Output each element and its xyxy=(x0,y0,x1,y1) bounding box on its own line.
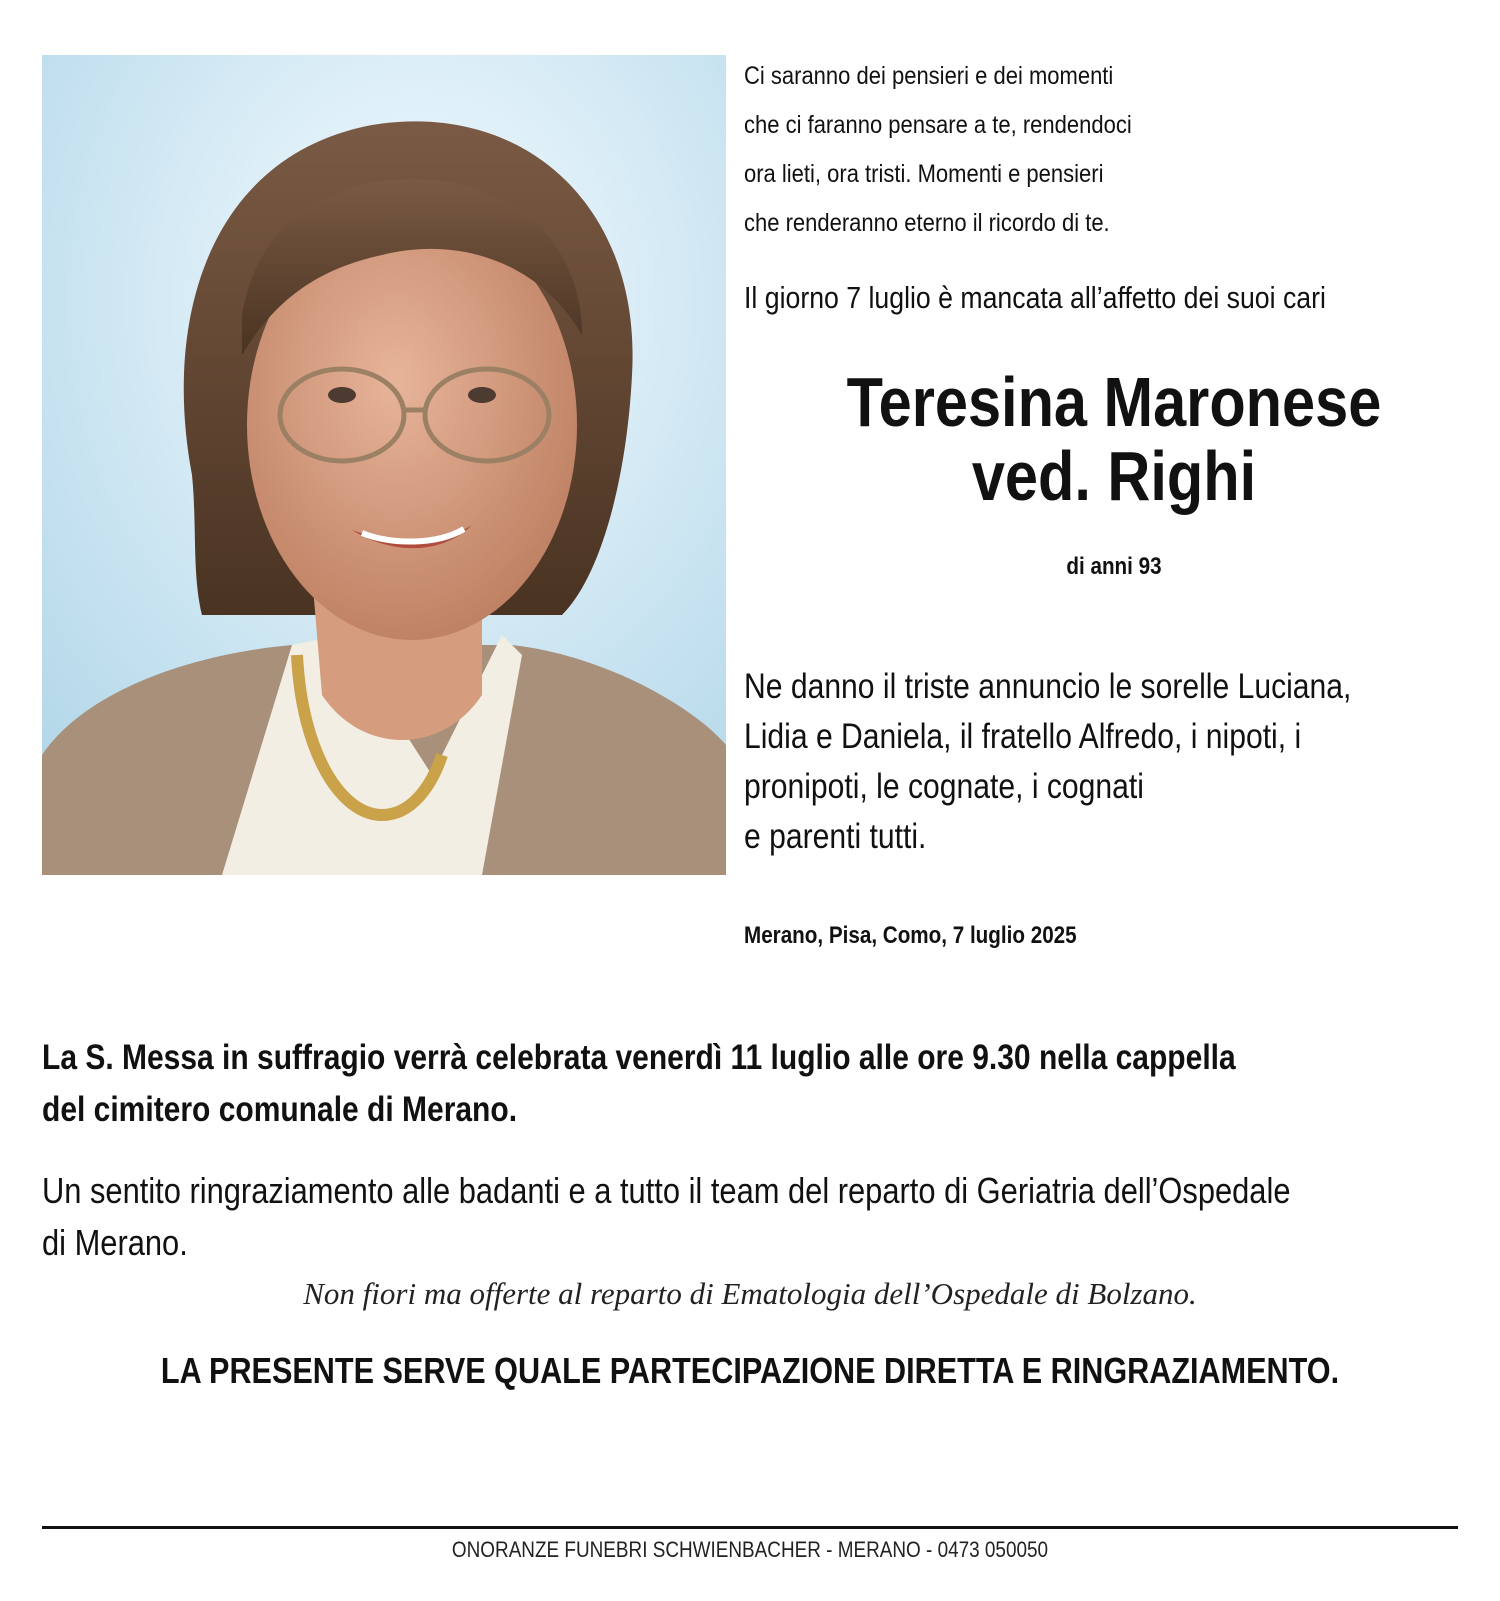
thanks-line: di Merano. xyxy=(42,1222,188,1263)
participation-notice: LA PRESENTE SERVE QUALE PARTECIPAZIONE DIRETTA E RINGRAZIAMENTO. xyxy=(160,1350,1340,1391)
poem-line: ora lieti, ora tristi. Momenti e pensieri xyxy=(744,160,1104,188)
announcement-line: Ne danno il triste annuncio le sorelle Luciana, xyxy=(744,667,1352,706)
divider xyxy=(42,1526,1458,1529)
poem xyxy=(744,52,1378,248)
thanks-text xyxy=(42,1165,1456,1269)
portrait-photo xyxy=(42,55,726,875)
poem-line: Ci saranno dei pensieri e dei momenti xyxy=(744,62,1114,90)
announcement-line: pronipoti, le cognate, i cognati xyxy=(744,767,1144,806)
poem-line: che ci faranno pensare a te, rendendoci xyxy=(744,111,1132,139)
deceased-age: di anni 93 xyxy=(1066,553,1162,580)
announcement-line: Lidia e Daniela, il fratello Alfredo, i nipoti, i xyxy=(744,717,1302,756)
mass-info xyxy=(42,1032,1456,1136)
name-line-2: ved. Righi xyxy=(971,437,1257,515)
mass-line: del cimitero comunale di Merano. xyxy=(42,1090,518,1129)
poem-line: che renderanno eterno il ricordo di te. xyxy=(744,209,1110,237)
place-date: Merano, Pisa, Como, 7 luglio 2025 xyxy=(744,922,1077,949)
intro-text: Il giorno 7 luglio è mancata all’affetto dei suoi cari xyxy=(744,280,1326,315)
announcement-line: e parenti tutti. xyxy=(744,817,927,856)
thanks-line: Un sentito ringraziamento alle badanti e a tutto il team del reparto di Geriatria dell’Ospedale xyxy=(42,1170,1291,1211)
footer-funeral-home: ONORANZE FUNEBRI SCHWIENBACHER - MERANO - 0473 050050 xyxy=(451,1537,1049,1562)
name-line-1: Teresina Maronese xyxy=(846,363,1382,441)
announcement xyxy=(744,662,1458,862)
portrait-icon xyxy=(42,55,726,875)
flowers-note: Non fiori ma offerte al reparto di Ematologia dell’Ospedale di Bolzano. xyxy=(303,1276,1197,1311)
deceased-name xyxy=(800,365,1429,513)
mass-line: La S. Messa in suffragio verrà celebrata venerdì 11 luglio alle ore 9.30 nella cappella xyxy=(42,1038,1236,1077)
